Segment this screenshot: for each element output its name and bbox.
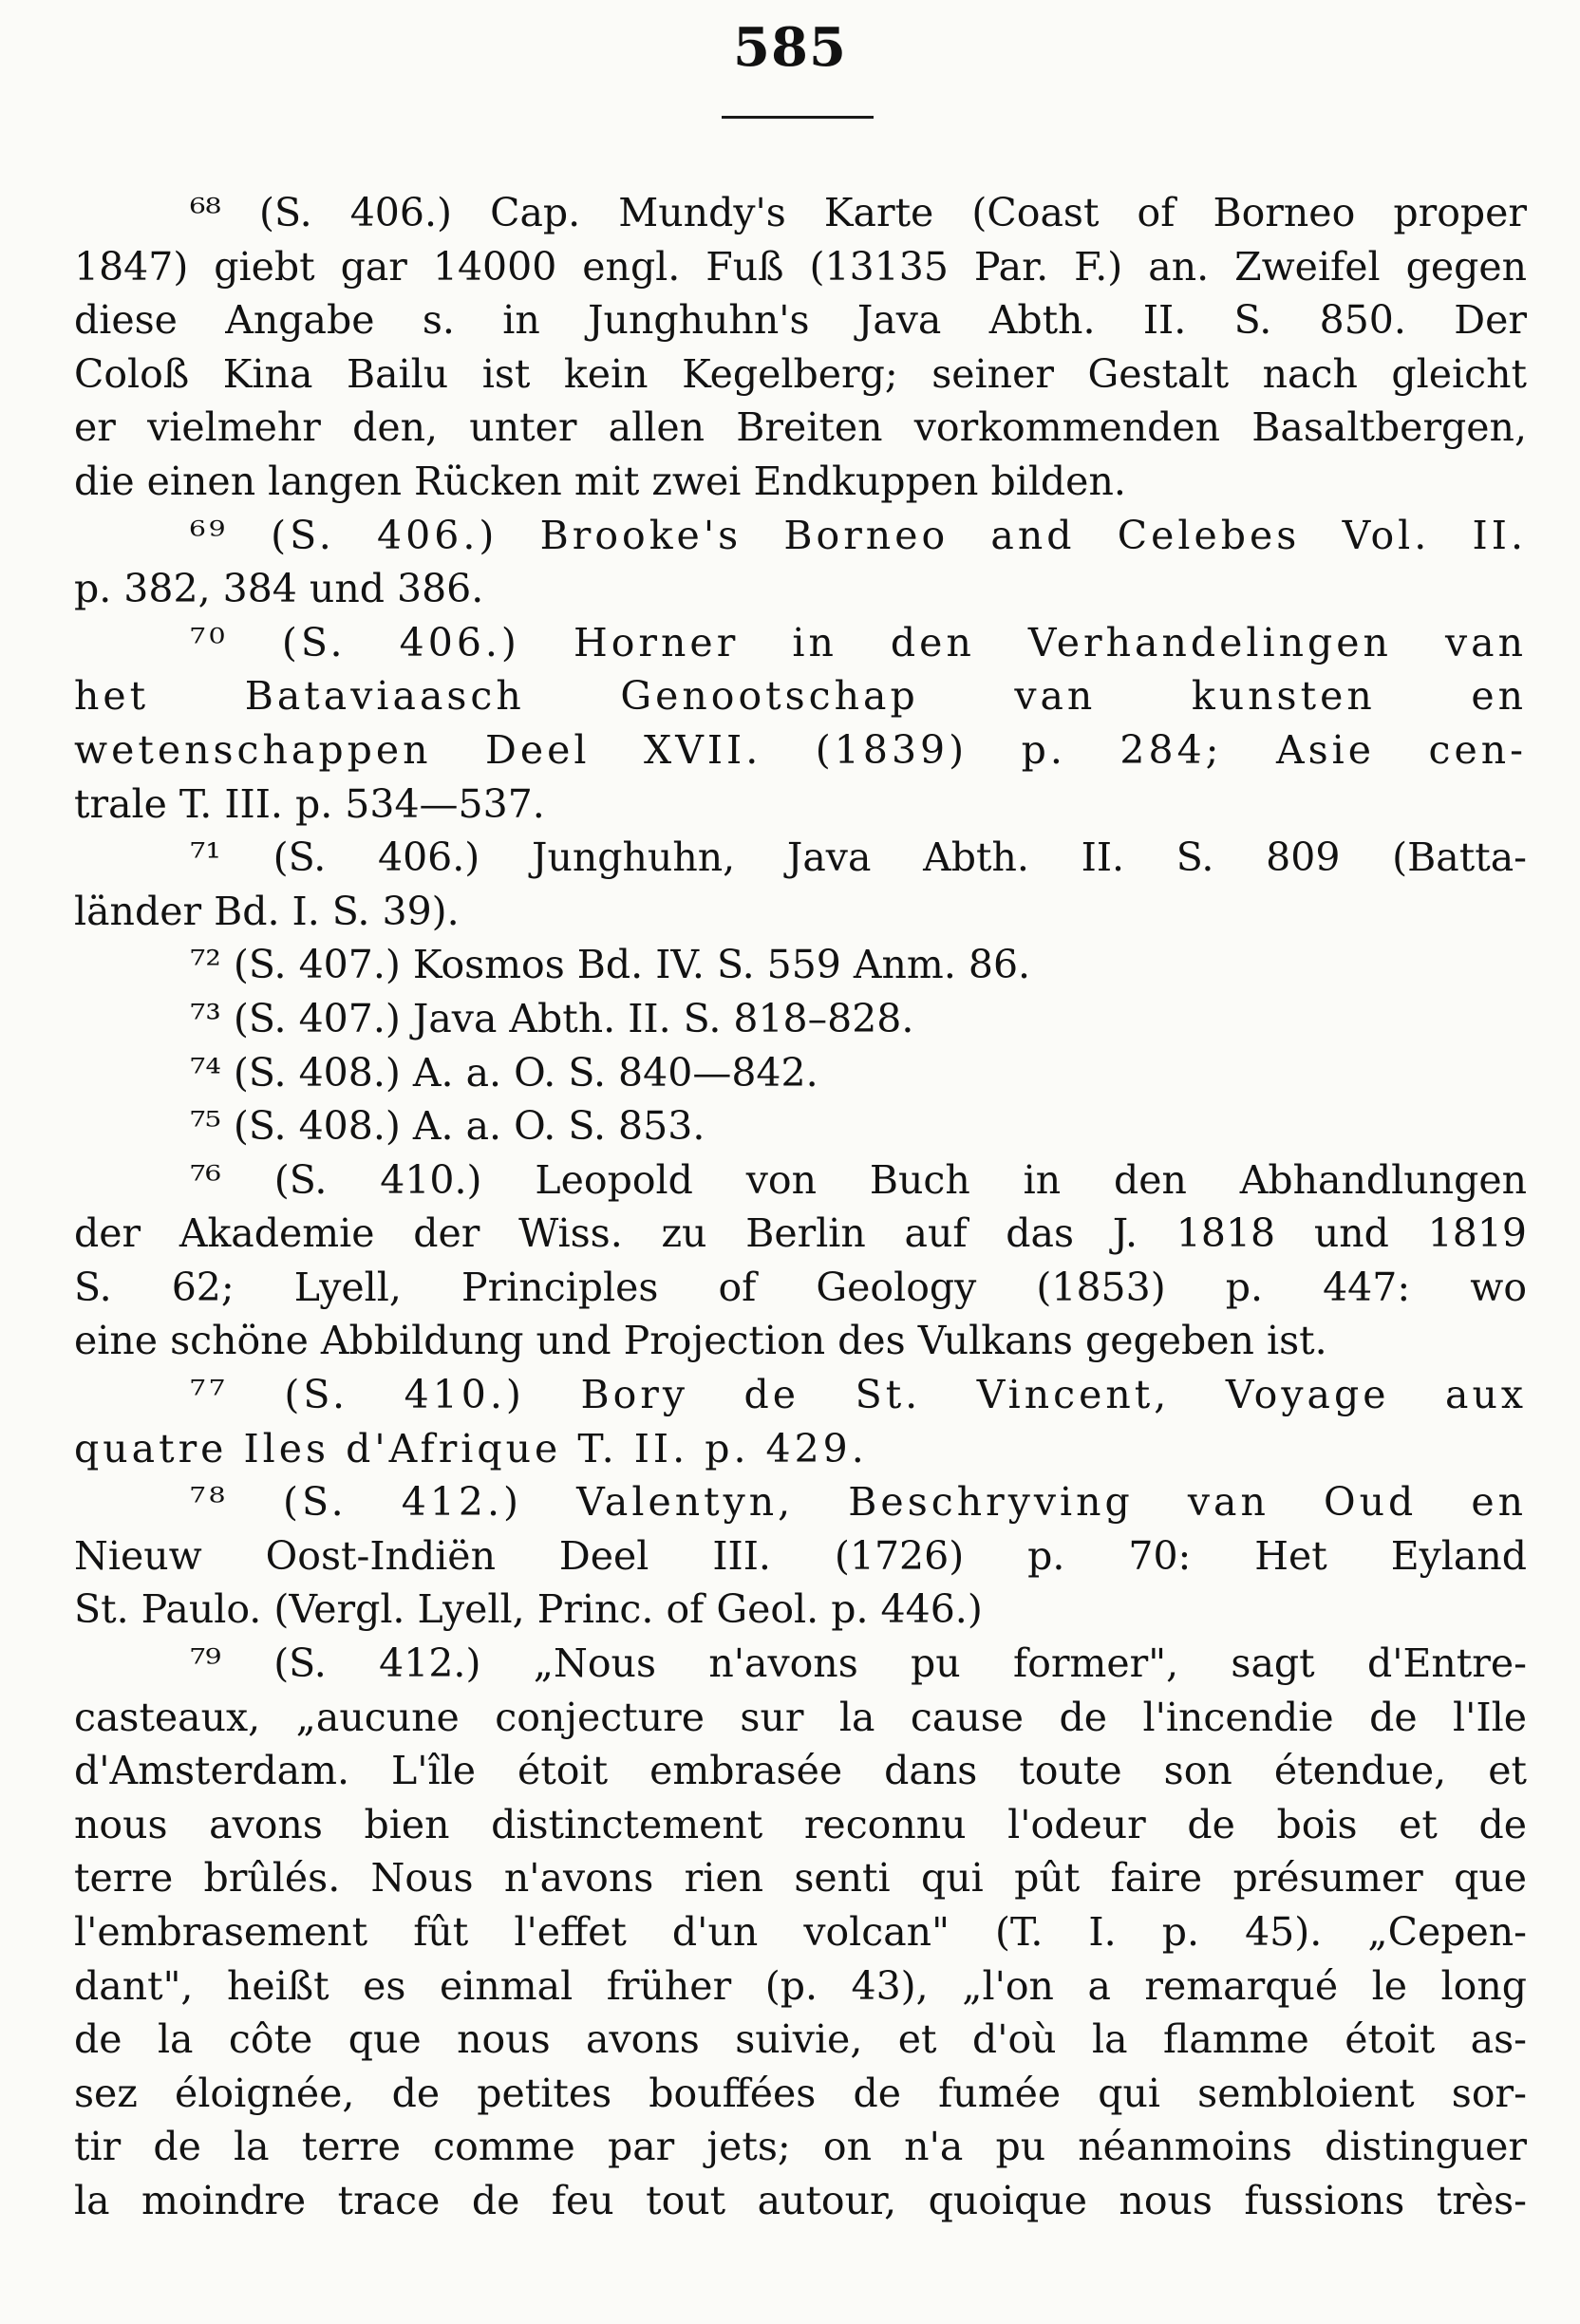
note-68-line-4: Coloß Kina Bailu ist kein Kegelberg; seiner Gestalt nach gleicht <box>74 350 1527 397</box>
header-rule <box>722 116 874 119</box>
note-76-line-3: S. 62; Lyell, Principles of Geology (1853) p. 447: wo <box>74 1264 1527 1310</box>
note-76-line-4: eine schöne Abbildung und Projection des Vulkans gegeben ist. <box>74 1318 1327 1364</box>
note-70-line-4: trale T. III. p. 534—537. <box>74 780 545 827</box>
note-79-line-10: tir de la terre comme par jets; on n'a pu néanmoins distinguer <box>74 2124 1527 2170</box>
note-79-line-1: ⁷⁹ (S. 412.) „Nous n'avons pu former", sagt d'Entre- <box>190 1640 1527 1687</box>
footnotes <box>74 186 1527 2228</box>
note-75: ⁷⁵ (S. 408.) A. a. O. S. 853. <box>190 1103 705 1150</box>
note-68-line-3: diese Angabe s. in Junghuhn's Java Abth. II. S. 850. Der <box>74 297 1527 344</box>
note-79-line-7: dant", heißt es einmal früher (p. 43), „l'on a remarqué le long <box>74 1962 1527 2009</box>
note-72: ⁷² (S. 407.) Kosmos Bd. IV. S. 559 Anm. 86. <box>190 942 1031 988</box>
note-79-line-8: de la côte que nous avons suivie, et d'où la flamme étoit as- <box>74 2016 1527 2063</box>
note-79-line-3: d'Amsterdam. L'île étoit embrasée dans toute son étendue, et <box>74 1748 1527 1794</box>
note-69-line-2: p. 382, 384 und 386. <box>74 566 484 612</box>
note-79-line-5: terre brûlés. Nous n'avons rien senti qui pût faire présumer que <box>74 1855 1527 1902</box>
note-79-line-2: casteaux, „aucune conjecture sur la cause de l'incendie de l'Ile <box>74 1694 1527 1740</box>
note-78-line-2: Nieuw Oost-Indiën Deel III. (1726) p. 70: Het Eyland <box>74 1532 1527 1579</box>
note-79-line-11: la moindre trace de feu tout autour, quoique nous fussions très- <box>74 2177 1527 2223</box>
note-77-line-2: quatre Iles d'Afrique T. II. p. 429. <box>74 1425 868 1471</box>
note-70-line-1: ⁷⁰ (S. 406.) Horner in den Verhandelingen van <box>190 619 1527 665</box>
note-71-line-1: ⁷¹ (S. 406.) Junghuhn, Java Abth. II. S. 809 (Batta- <box>190 834 1527 881</box>
note-76-line-2: der Akademie der Wiss. zu Berlin auf das J. 1818 und 1819 <box>74 1210 1527 1257</box>
note-68-line-1: ⁶⁸ (S. 406.) Cap. Mundy's Karte (Coast of Borneo proper <box>190 190 1527 235</box>
page-number: 585 <box>733 16 847 79</box>
note-73: ⁷³ (S. 407.) Java Abth. II. S. 818–828. <box>190 995 914 1041</box>
note-68-line-6: die einen langen Rücken mit zwei Endkuppen bilden. <box>74 458 1126 504</box>
note-77-line-1: ⁷⁷ (S. 410.) Bory de St. Vincent, Voyage aux <box>190 1372 1527 1418</box>
note-70-line-2: het Bataviaasch Genootschap van kunsten en <box>74 673 1527 720</box>
note-78-line-3: St. Paulo. (Vergl. Lyell, Princ. of Geol. p. 446.) <box>74 1586 983 1633</box>
note-70-line-3: wetenschappen Deel XVII. (1839) p. 284; Asie cen- <box>74 726 1527 773</box>
note-69-line-1: ⁶⁹ (S. 406.) Brooke's Borneo and Celebes Vol. II. <box>190 512 1527 558</box>
note-71-line-2: länder Bd. I. S. 39). <box>74 888 460 934</box>
note-79-line-4: nous avons bien distinctement reconnu l'odeur de bois et de <box>74 1801 1527 1847</box>
note-79-line-9: sez éloignée, de petites bouffées de fumée qui sembloient sor- <box>74 2070 1527 2116</box>
note-68-line-2: 1847) giebt gar 14000 engl. Fuß (13135 Par. F.) an. Zweifel gegen <box>74 243 1527 290</box>
note-78-line-1: ⁷⁸ (S. 412.) Valentyn, Beschryving van Oud en <box>190 1479 1527 1526</box>
note-74: ⁷⁴ (S. 408.) A. a. O. S. 840—842. <box>190 1049 818 1096</box>
note-79-line-6: l'embrasement fût l'effet d'un volcan" (T. I. p. 45). „Cepen- <box>74 1909 1527 1955</box>
note-68-line-5: er vielmehr den, unter allen Breiten vorkommenden Basaltbergen, <box>74 404 1527 451</box>
note-76-line-1: ⁷⁶ (S. 410.) Leopold von Buch in den Abhandlungen <box>190 1156 1527 1203</box>
